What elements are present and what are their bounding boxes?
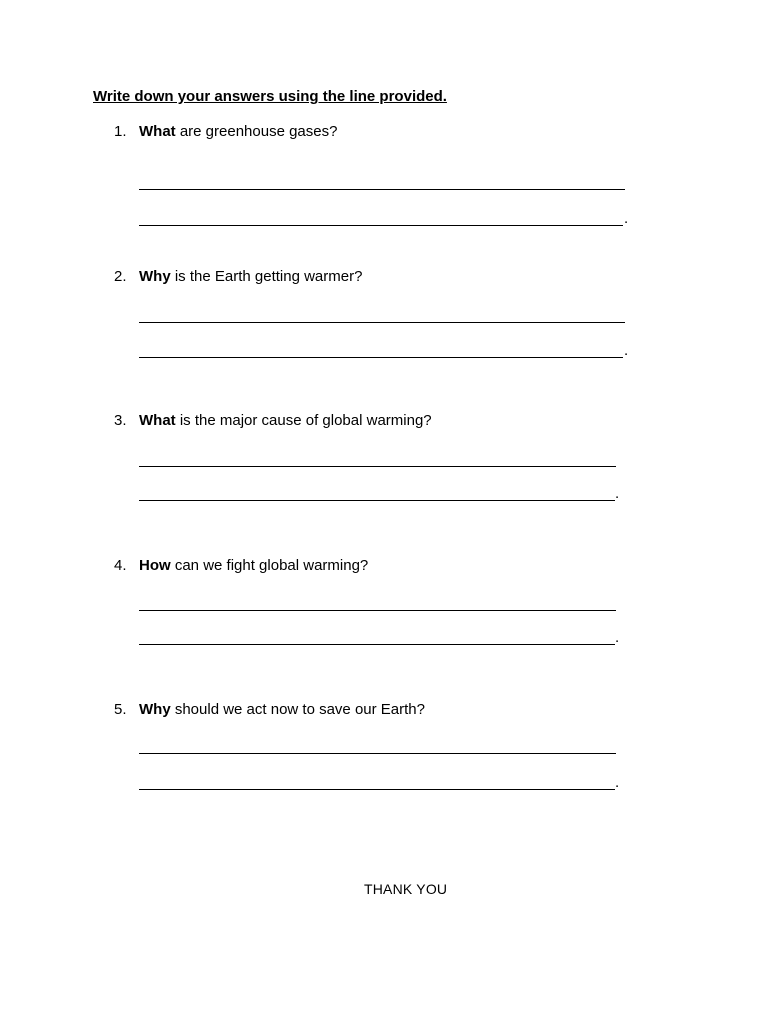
question-number: 5. bbox=[114, 701, 127, 718]
question-number: 1. bbox=[114, 123, 127, 140]
question-number: 4. bbox=[114, 557, 127, 574]
question-5 bbox=[114, 701, 425, 718]
question-2 bbox=[114, 268, 362, 285]
line-period: . bbox=[615, 629, 620, 646]
question-keyword: Why bbox=[139, 701, 171, 718]
question-text: are greenhouse gases? bbox=[175, 123, 338, 140]
closing-text: THANK YOU bbox=[364, 881, 448, 897]
answer-line[interactable] bbox=[139, 322, 625, 323]
question-number: 2. bbox=[114, 268, 127, 285]
question-text: can we fight global warming? bbox=[170, 557, 369, 574]
line-period: . bbox=[615, 774, 620, 791]
line-period: . bbox=[624, 342, 629, 359]
question-text: should we act now to save our Earth? bbox=[170, 701, 425, 718]
question-3 bbox=[114, 412, 432, 429]
question-text: is the major cause of global warming? bbox=[175, 412, 432, 429]
answer-line[interactable] bbox=[139, 789, 615, 790]
question-text: is the Earth getting warmer? bbox=[170, 268, 363, 285]
answer-line[interactable] bbox=[139, 189, 625, 190]
question-keyword: Why bbox=[139, 268, 171, 285]
answer-line[interactable] bbox=[139, 644, 615, 645]
question-keyword: What bbox=[139, 123, 176, 140]
line-period: . bbox=[624, 210, 629, 227]
answer-line[interactable] bbox=[139, 466, 616, 467]
question-1 bbox=[114, 123, 337, 140]
question-keyword: How bbox=[139, 557, 171, 574]
question-number: 3. bbox=[114, 412, 127, 429]
answer-line[interactable] bbox=[139, 357, 623, 358]
answer-line[interactable] bbox=[139, 610, 616, 611]
answer-line[interactable] bbox=[139, 500, 615, 501]
question-4 bbox=[114, 557, 368, 574]
line-period: . bbox=[615, 485, 620, 502]
answer-line[interactable] bbox=[139, 753, 616, 754]
answer-line[interactable] bbox=[139, 225, 623, 226]
instruction-heading: Write down your answers using the line provided. bbox=[93, 88, 447, 105]
question-keyword: What bbox=[139, 412, 176, 429]
